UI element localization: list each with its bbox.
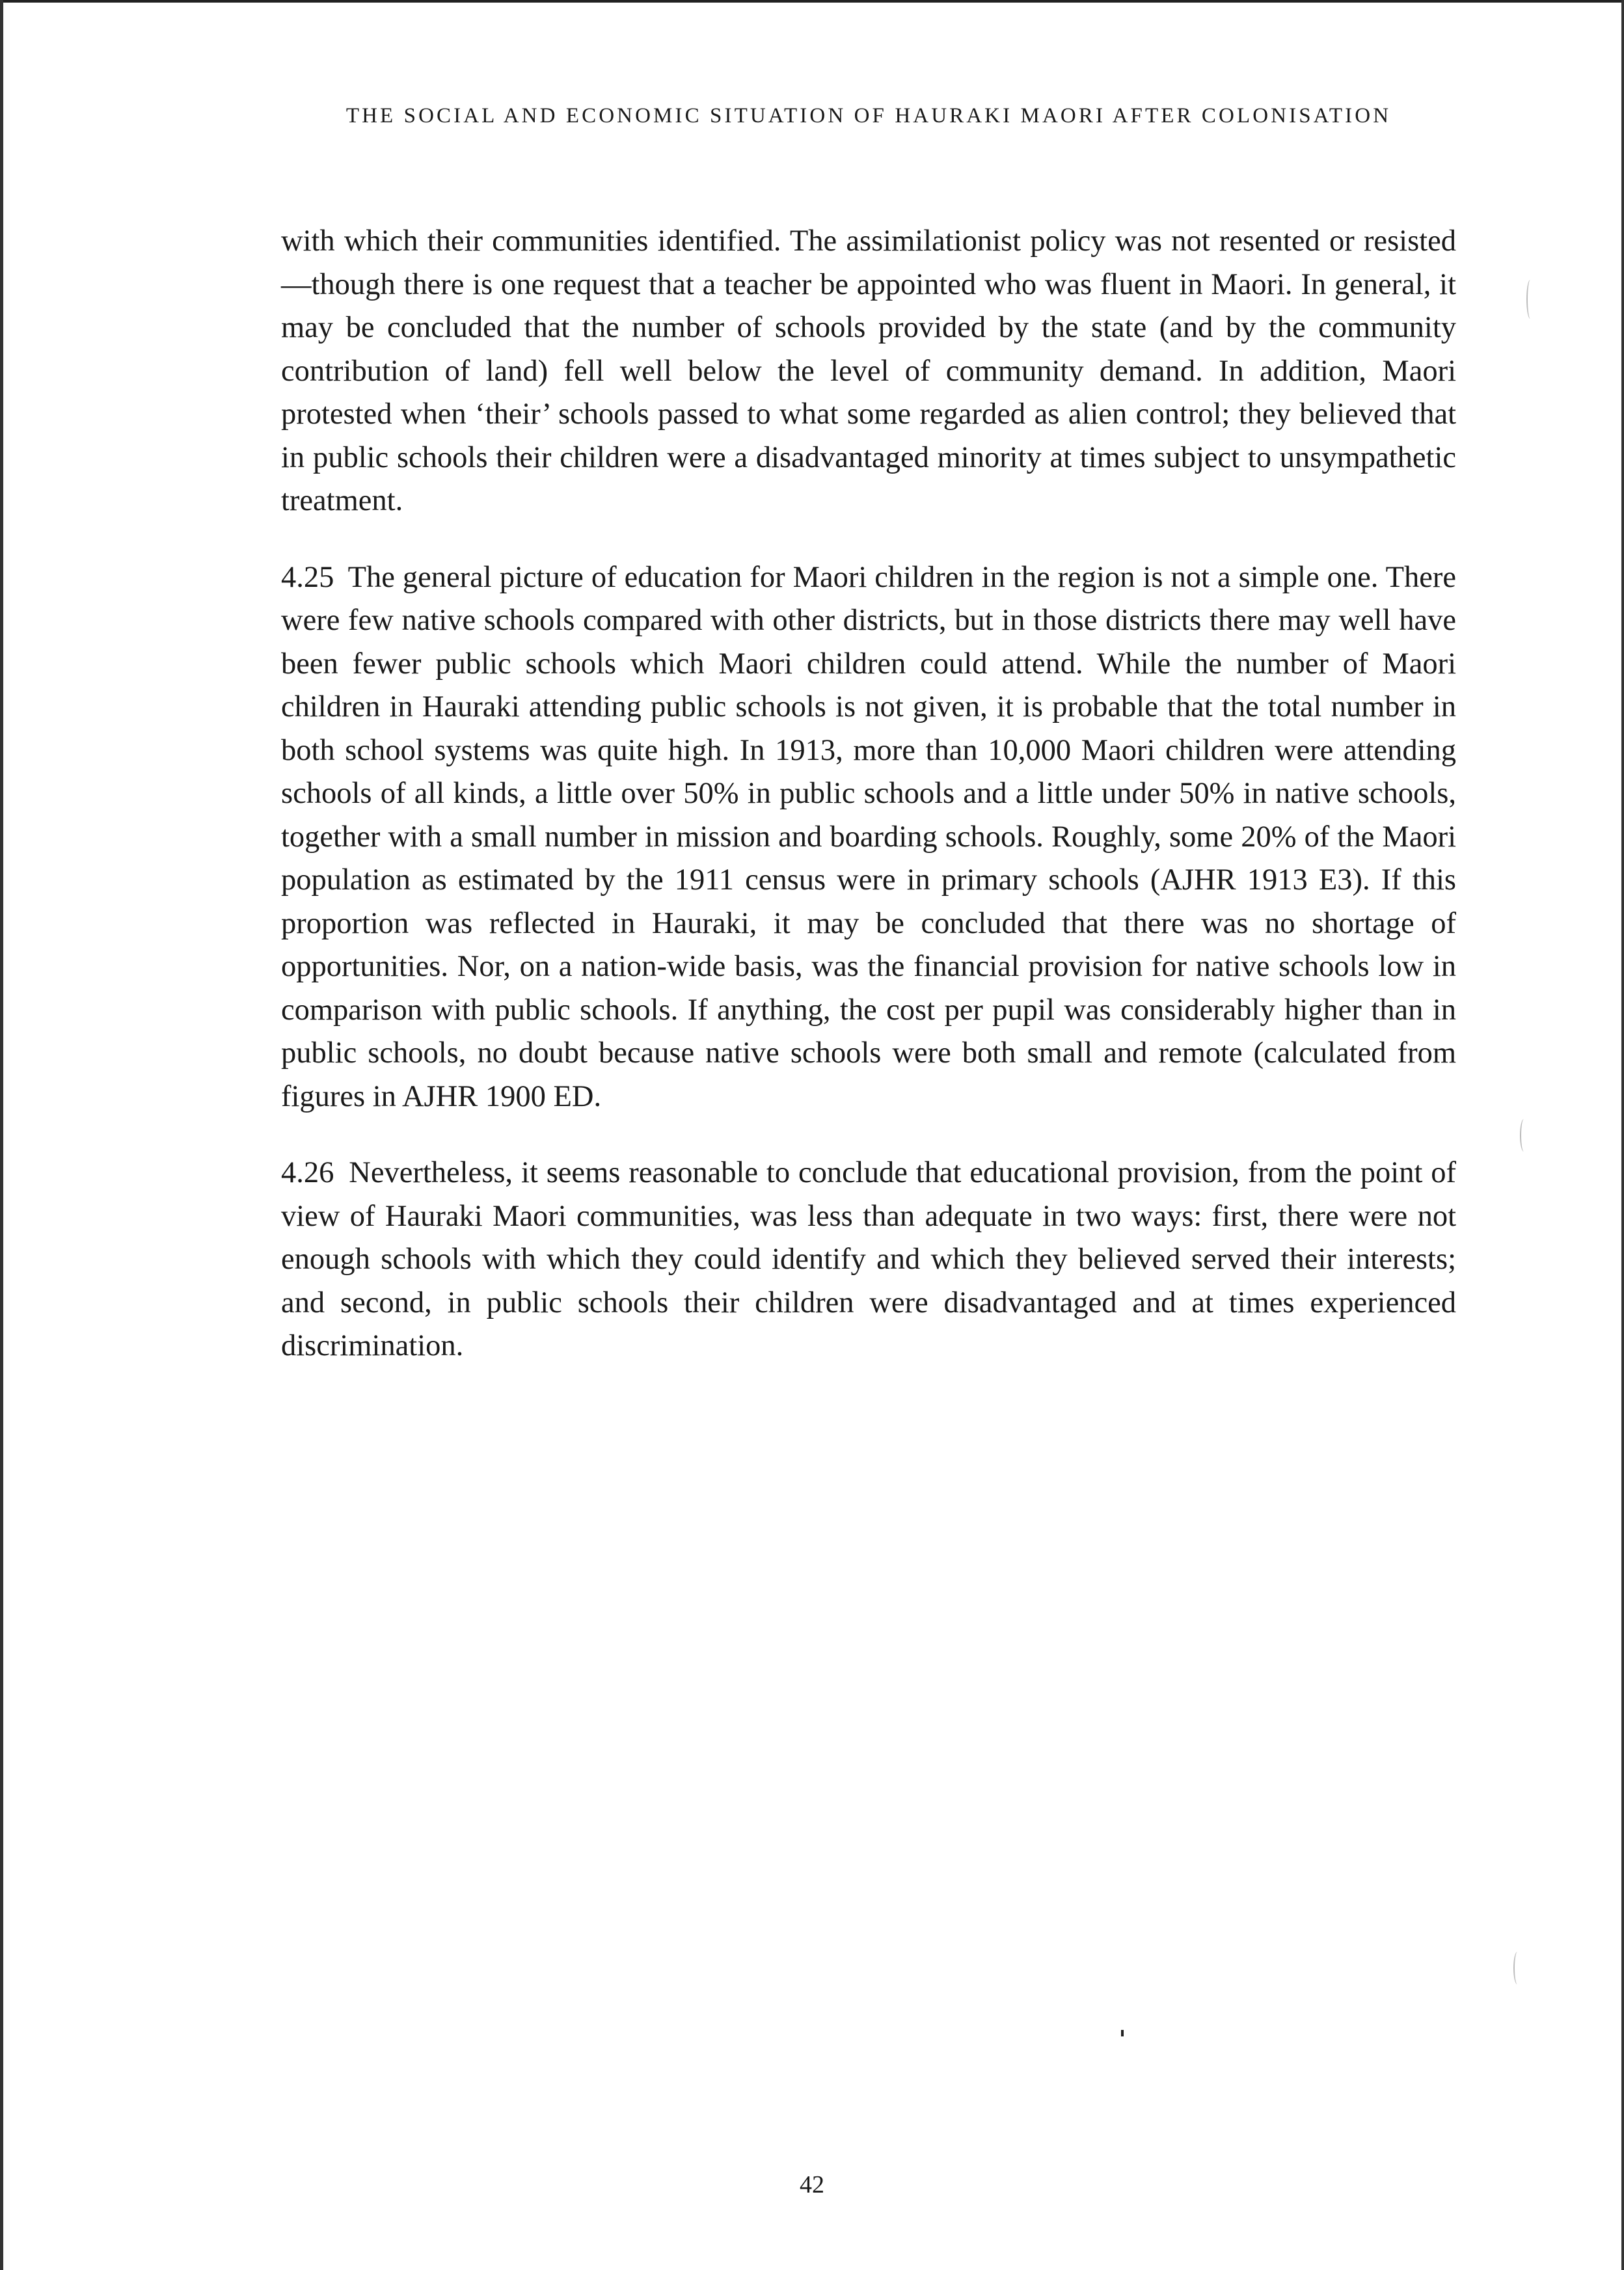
scan-edge-top: [0, 0, 1624, 3]
scan-edge-right: [1621, 0, 1624, 2270]
margin-mark: [1513, 1952, 1521, 1984]
paragraph-text: The general picture of education for Maori children in the region is not a simple one. There were few native schools compared with other districts, but in those districts there may well have been fewer public schools which Maori children could attend. While the number of Maori children in Hauraki attending public schools is not given, it is probable that the total number in both school systems was quite high. In 1913, more than 10,000 Maori children were attending schools of all kinds, a little over 50% in public schools and a little under 50% in native schools, together with a small number in mission and boarding schools. Roughly, some 20% of the Maori population as estimated by the 1911 census were in primary schools (AJHR 1913 E3). If this proportion was reflected in Hauraki, it may be concluded that there was no shortage of opportunities. Nor, on a nation-wide basis, was the financial provision for native schools low in comparison with public schools. If anything, the cost per pupil was considerably higher than in public schools, no doubt because native schools were both small and remote (calculated from figures in AJHR 1900 ED.: [281, 560, 1456, 1113]
paragraph-continuation: [281, 220, 1456, 523]
margin-mark: [1520, 1119, 1528, 1152]
paragraph-text: Nevertheless, it seems reasonable to conclude that educational provision, from the point of view of Hauraki Maori communities, was less than adequate in two ways: first, there were not enough schools with which they could identify and which they believed served their interests; and second, in public schools their children were disadvantaged and at times experienced discrimination.: [281, 1156, 1457, 1362]
scan-edge-left: [0, 0, 3, 2270]
body-text: [281, 220, 1456, 1401]
paragraph-text: with which their communities identified. The assimilationist policy was not resented or resisted—though there is one request that a teacher be appointed who was fluent in Maori. In general, it may be concluded that the number of schools provided by the state (and by the community contribution of land) fell well below the level of community demand. In addition, Maori protested when ‘their’ schools passed to what some regarded as alien control; they believed that in public schools their children were a disadvantaged minority at times subject to unsympathetic treatment.: [281, 224, 1456, 517]
page-number: 42: [800, 2171, 824, 2198]
paragraph-number: 4.26: [281, 1156, 334, 1189]
running-head: THE SOCIAL AND ECONOMIC SITUATION OF HAURAKI MAORI AFTER COLONISATION: [345, 104, 1392, 128]
margin-mark: [1526, 280, 1534, 319]
paragraph-4-26: [281, 1152, 1456, 1368]
paragraph-4-25: [281, 556, 1456, 1119]
paragraph-number: 4.25: [281, 560, 334, 594]
scan-speck: [1121, 2030, 1124, 2036]
